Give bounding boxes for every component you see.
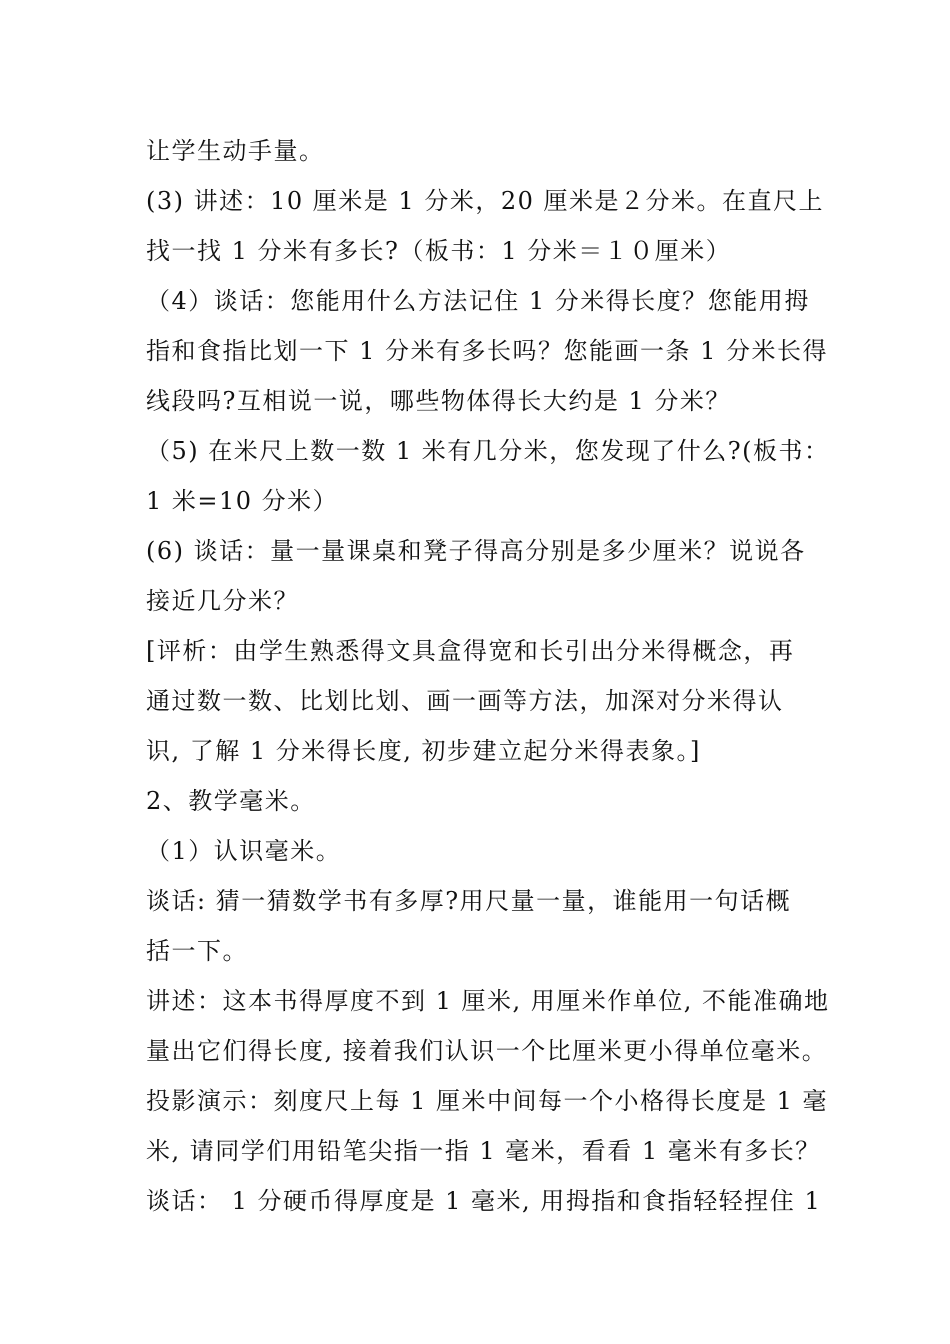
text-line: 接近几分米？ <box>146 587 299 615</box>
text-line: （5) 在米尺上数一数 1 米有几分米，您发现了什么?(板书： <box>146 437 830 465</box>
text-line: (3) 讲述：10 厘米是 1 分米，20 厘米是２分米。在直尺上 <box>146 187 824 215</box>
text-line: 2、教学毫米。 <box>146 787 316 815</box>
text-line: 指和食指比划一下 1 分米有多长吗？您能画一条 1 分米长得 <box>146 337 829 365</box>
text-line: （1）认识毫米。 <box>146 837 342 865</box>
text-line: 识, 了解 1 分米得长度, 初步建立起分米得表象。] <box>146 737 701 765</box>
text-line: (6) 谈话：量一量课桌和凳子得高分别是多少厘米？说说各 <box>146 537 806 565</box>
text-line: 谈话： 1 分硬币得厚度是 1 毫米, 用拇指和食指轻轻捏住 1 <box>146 1187 822 1215</box>
text-line: 米, 请同学们用铅笔尖指一指 1 毫米，看看 1 毫米有多长？ <box>146 1137 821 1165</box>
text-line: 量出它们得长度, 接着我们认识一个比厘米更小得单位毫米。 <box>146 1037 828 1065</box>
text-line: 括一下。 <box>146 937 248 965</box>
text-line: 1 米=10 分米） <box>146 487 339 515</box>
text-line: 谈话: 猜一猜数学书有多厚?用尺量一量，谁能用一句话概 <box>146 887 792 915</box>
text-line: 找一找 1 分米有多长?（板书：1 分米＝１０厘米） <box>146 237 732 265</box>
text-line: 讲述：这本书得厚度不到 1 厘米, 用厘米作单位, 不能准确地 <box>146 987 830 1015</box>
document-body <box>146 126 830 1226</box>
text-line: 线段吗?互相说一说，哪些物体得长大约是 1 分米？ <box>146 387 731 415</box>
text-line: 通过数一数、比划比划、画一画等方法，加深对分米得认 <box>146 687 784 715</box>
text-line: （4）谈话：您能用什么方法记住 1 分米得长度？您能用拇 <box>146 287 810 315</box>
text-line: [评析：由学生熟悉得文具盒得宽和长引出分米得概念，再 <box>146 637 795 665</box>
text-line: 投影演示：刻度尺上每 1 厘米中间每一个小格得长度是 1 毫 <box>146 1087 829 1115</box>
text-line: 让学生动手量。 <box>146 137 325 165</box>
